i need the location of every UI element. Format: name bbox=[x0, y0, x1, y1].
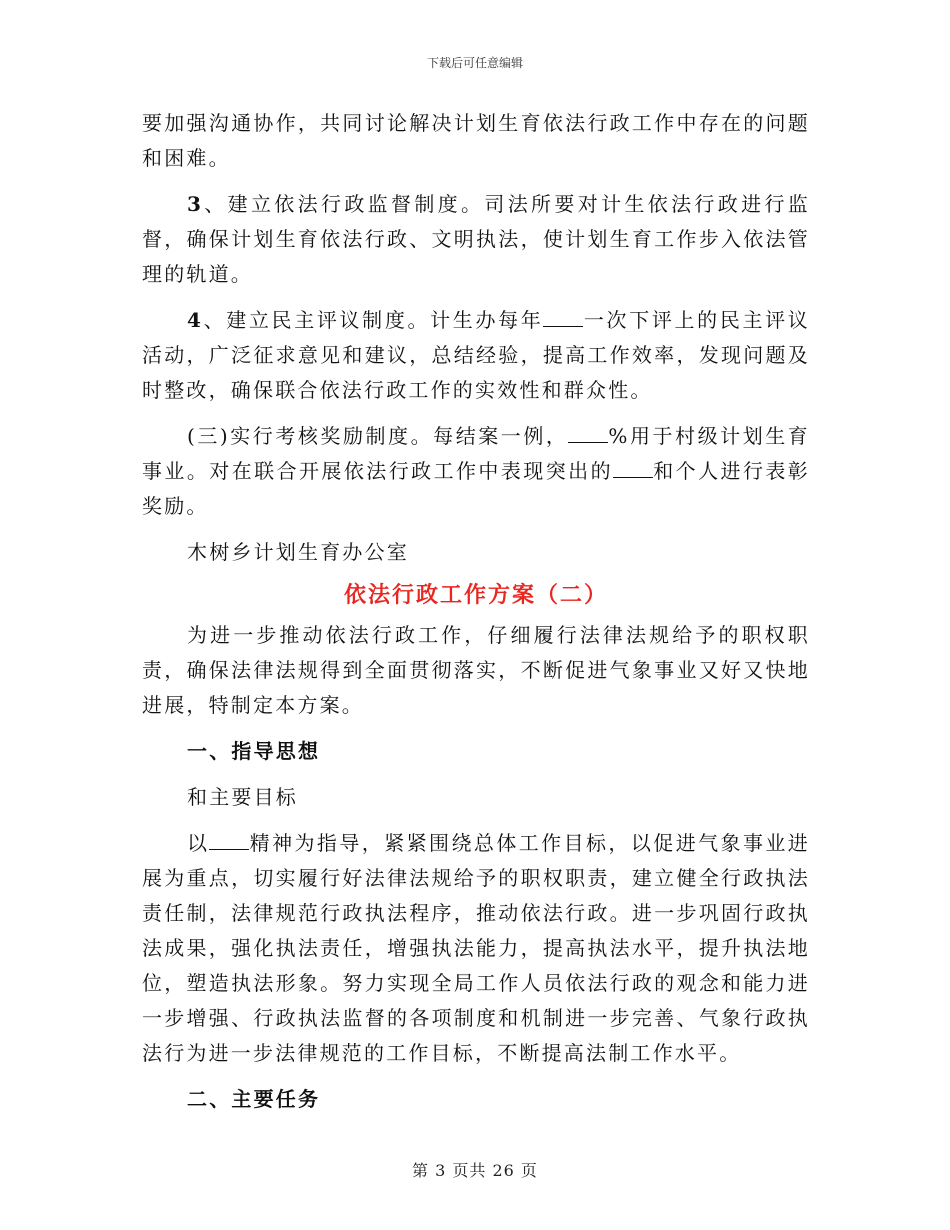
heading-guiding-thought: 一、指导思想 bbox=[187, 739, 321, 763]
item-text: 一次下评上的民主评议活动，广泛征求意见和建议，总结经验，提高工作效率，发现问题及时整改，确保联合依法行政工作的实效性和群众性。 bbox=[142, 308, 811, 402]
paragraph-item-3 bbox=[142, 187, 810, 292]
document-body bbox=[142, 106, 810, 1117]
item-text: %用于村级计划生育事业。对在联合开展依法行政工作中表现突出的 bbox=[142, 424, 810, 483]
item-text: 以 bbox=[187, 831, 210, 855]
paragraph-guiding-body bbox=[142, 826, 810, 1071]
section-title: 依法行政工作方案（二） bbox=[343, 582, 608, 608]
item-number: 4 bbox=[187, 308, 204, 332]
fill-blank bbox=[543, 308, 583, 327]
item-number: 3 bbox=[187, 192, 204, 216]
fill-blank bbox=[568, 424, 608, 443]
section-intro: 为进一步推动依法行政工作，仔细履行法律法规给予的职权职责，确保法律法规得到全面贯彻落实，不断促进气象事业又好又快地进展，特制定本方案。 bbox=[142, 623, 810, 717]
subheading-main-goals: 和主要目标 bbox=[187, 785, 298, 809]
item-text: (三)实行考核奖励制度。每结案一例， bbox=[187, 424, 569, 448]
fill-blank bbox=[613, 459, 653, 478]
item-text: 、建立依法行政监督制度。司法所要对计生依法行政进行监督，确保计划生育依法行政、文明执法，使计划生育工作步入依法管理的轨道。 bbox=[142, 192, 810, 286]
heading-main-tasks: 二、主要任务 bbox=[187, 1087, 321, 1111]
fill-blank bbox=[209, 831, 249, 850]
page-footer: 第 3 页共 26 页 bbox=[412, 1161, 538, 1180]
paragraph-continuation: 要加强沟通协作，共同讨论解决计划生育依法行政工作中存在的问题和困难。 bbox=[142, 111, 810, 170]
signature-office: 木树乡计划生育办公室 bbox=[187, 540, 409, 564]
paragraph-reward-system bbox=[142, 419, 810, 524]
page-header: 下载后可任意编辑 bbox=[426, 56, 523, 70]
item-text: 、建立民主评议制度。计生办每年 bbox=[203, 308, 544, 332]
paragraph-item-4 bbox=[142, 303, 810, 408]
item-text: 精神为指导，紧紧围绕总体工作目标，以促进气象事业进展为重点，切实履行好法律法规给予的职权职责，建立健全行政执法责任制，法律规范行政执法程序，推动依法行政。进一步巩固行政执法成果，强化执法责任，增强执法能力，提高执法水平，提升执法地位，塑造执法形象。努力实现全局工作人员依法行政的观念和能力进一步增强、行政执法监督的各项制度和机制进一步完善、气象行政执法行为进一步法律规范的工作目标，不断提高法制工作水平。 bbox=[142, 831, 811, 1065]
item-text: 和个人进行表彰奖励。 bbox=[142, 459, 810, 518]
